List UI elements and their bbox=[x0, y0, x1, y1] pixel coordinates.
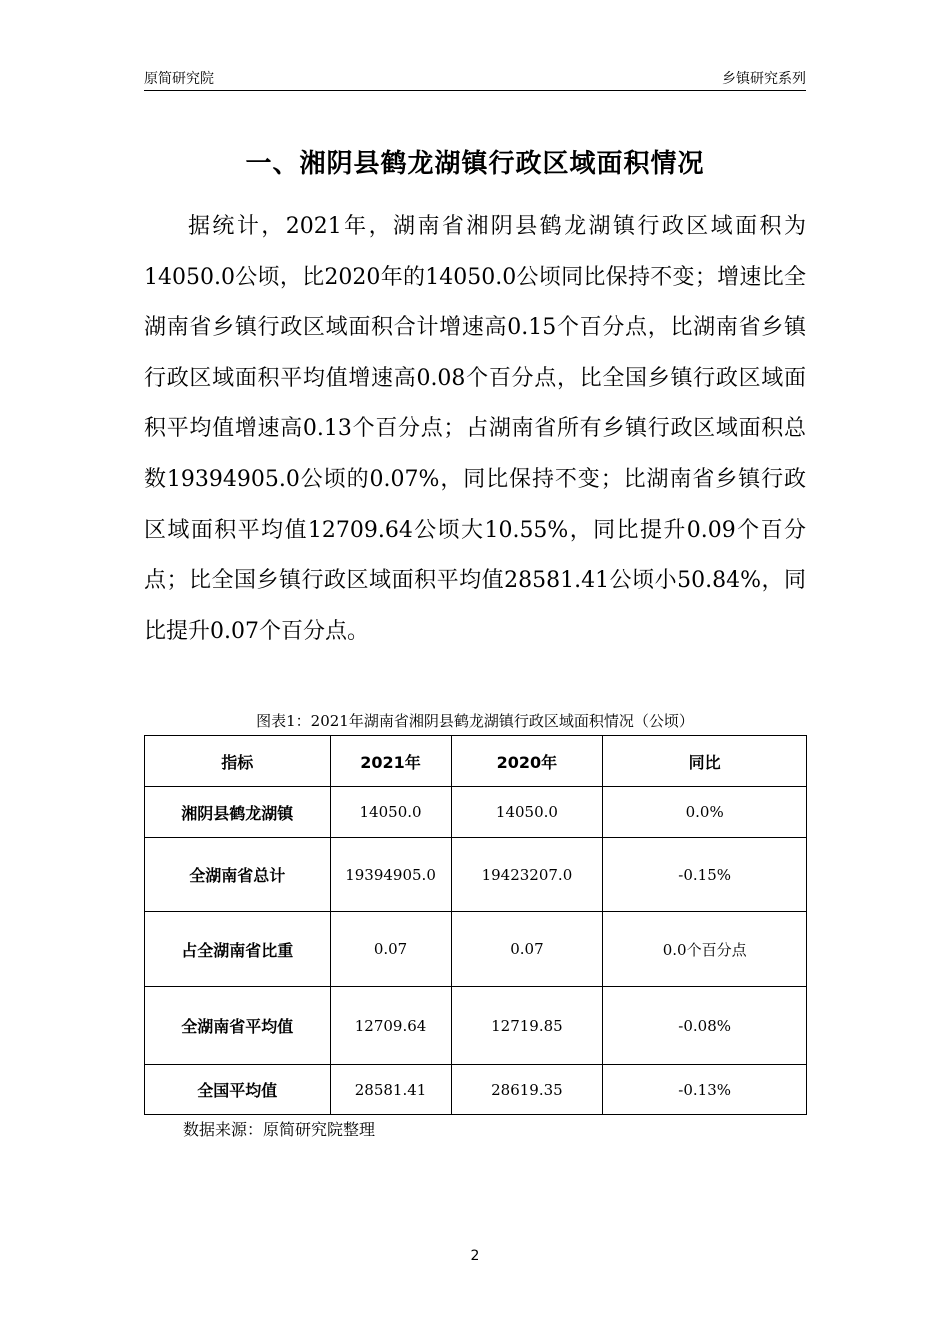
data-source-note: 数据来源：原简研究院整理 bbox=[183, 1120, 376, 1139]
header-series-name: 乡镇研究系列 bbox=[722, 71, 806, 87]
table-row bbox=[145, 912, 807, 987]
section-title: 一、湘阴县鹤龙湖镇行政区域面积情况 bbox=[245, 149, 705, 179]
cell-2020: 19423207.0 bbox=[451, 838, 603, 912]
table-row bbox=[145, 987, 807, 1065]
page-header bbox=[144, 64, 806, 91]
cell-2020: 14050.0 bbox=[451, 787, 603, 838]
row-label: 全湖南省平均值 bbox=[145, 987, 331, 1065]
cell-2021: 12709.64 bbox=[330, 987, 451, 1065]
header-org-name: 原简研究院 bbox=[144, 71, 214, 87]
header-indicator: 指标 bbox=[145, 736, 331, 787]
table-row bbox=[145, 838, 807, 912]
header-yoy: 同比 bbox=[603, 736, 807, 787]
cell-2020: 28619.35 bbox=[451, 1065, 603, 1115]
cell-2021: 19394905.0 bbox=[330, 838, 451, 912]
cell-yoy: 0.0% bbox=[603, 787, 807, 838]
cell-2021: 0.07 bbox=[330, 912, 451, 987]
cell-yoy: -0.08% bbox=[603, 987, 807, 1065]
table-caption: 图表1：2021年湖南省湘阴县鹤龙湖镇行政区域面积情况（公顷） bbox=[256, 712, 694, 730]
header-year-2021: 2021年 bbox=[330, 736, 451, 787]
row-label: 占全湖南省比重 bbox=[145, 912, 331, 987]
header-year-2020: 2020年 bbox=[451, 736, 603, 787]
row-label: 全湖南省总计 bbox=[145, 838, 331, 912]
cell-2021: 28581.41 bbox=[330, 1065, 451, 1115]
body-paragraph: 据统计，2021年，湖南省湘阴县鹤龙湖镇行政区域面积为14050.0公顷，比2020年的14050.0公顷同比保持不变；增速比全湖南省乡镇行政区域面积合计增速高0.15个百分点，比湖南省乡镇行政区域面积平均值增速高0.08个百分点，比全国乡镇行政区域面积平均值增速高0.13个百分点；占湖南省所有乡镇行政区域面积总数19394905.0公顷的0.07%，同比保持不变；比湖南省乡镇行政区域面积平均值12709.64公顷大10.55%，同比提升0.09个百分点；比全国乡镇行政区域面积平均值28581.41公顷小50.84%，同比提升0.07个百分点。 bbox=[144, 214, 806, 644]
cell-2020: 0.07 bbox=[451, 912, 603, 987]
row-label: 全国平均值 bbox=[145, 1065, 331, 1115]
cell-2020: 12719.85 bbox=[451, 987, 603, 1065]
cell-2021: 14050.0 bbox=[330, 787, 451, 838]
cell-yoy: -0.15% bbox=[603, 838, 807, 912]
table-row bbox=[145, 1065, 807, 1115]
table-row bbox=[145, 787, 807, 838]
table-header-row bbox=[145, 736, 807, 787]
cell-yoy: -0.13% bbox=[603, 1065, 807, 1115]
cell-yoy: 0.0个百分点 bbox=[603, 912, 807, 987]
row-label: 湘阴县鹤龙湖镇 bbox=[145, 787, 331, 838]
page-number: 2 bbox=[470, 1248, 480, 1264]
area-data-table bbox=[144, 735, 807, 1115]
